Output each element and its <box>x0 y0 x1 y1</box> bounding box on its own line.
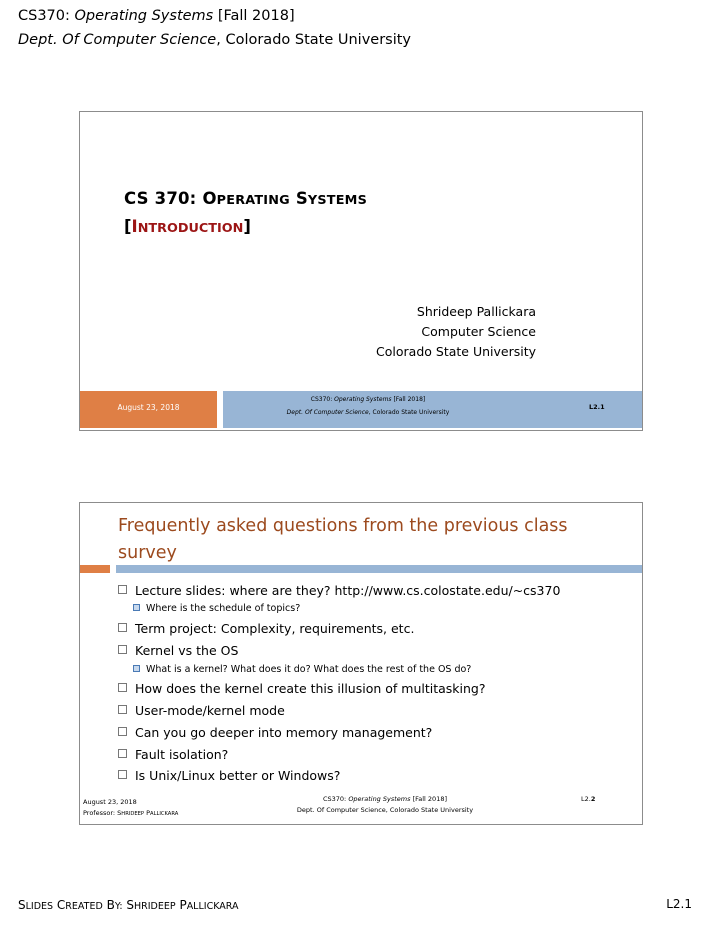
slide-1-footer-date: August 23, 2018 <box>117 403 180 412</box>
slide-1-title: CS 370: OPERATING SYSTEMS <box>124 189 368 208</box>
page-header-dept: Dept. Of Computer Science, Colorado State University <box>18 32 412 48</box>
slide-2-footer-date: August 23, 2018 <box>83 798 137 806</box>
slide-2-footer-dept: Dept. Of Computer Science, Colorado State University <box>296 806 474 814</box>
list-item: Term project: Complexity, requirements, etc. <box>118 621 414 636</box>
author-dept: Computer Science <box>421 324 536 339</box>
slide-1-footer-course: CS370: Operating Systems [Fall 2018] <box>310 396 426 403</box>
slide-2-footer-course: CS370: Operating Systems [Fall 2018] <box>322 795 447 803</box>
slide-1 <box>79 111 643 431</box>
list-item: Fault isolation? <box>118 747 228 762</box>
page-header-course: CS370: Operating Systems [Fall 2018] <box>18 8 295 24</box>
slide-2-footer-professor: Professor: SHRIDEEP PALLICKARA <box>83 809 179 817</box>
title-blue-bar <box>116 565 642 573</box>
sub-list-item: What is a kernel? What does it do? What does the rest of the OS do? <box>133 664 471 675</box>
page-footer-credit: SLIDES CREATED BY: SHRIDEEP PALLICKARA <box>18 898 239 912</box>
page-number: L2.1 <box>666 897 692 911</box>
slide-1-subtitle: [INTRODUCTION] <box>124 217 251 236</box>
list-item: Can you go deeper into memory management? <box>118 725 432 740</box>
slide-2 <box>79 502 643 825</box>
list-item: Is Unix/Linux better or Windows? <box>118 768 340 783</box>
author-university: Colorado State University <box>376 344 536 359</box>
title-orange-bar <box>80 565 110 573</box>
list-item: User-mode/kernel mode <box>118 703 285 718</box>
slide-2-title: Frequently asked questions from the previous class survey <box>118 516 568 563</box>
sub-list-item: Where is the schedule of topics? <box>133 603 300 614</box>
list-item: Kernel vs the OS <box>118 643 238 658</box>
list-item: Lecture slides: where are they? http://www.cs.colostate.edu/~cs370 <box>118 583 560 598</box>
slide-2-number: L2.2 <box>581 795 596 803</box>
list-item: How does the kernel create this illusion of multitasking? <box>118 681 486 696</box>
slide-1-footer-dept: Dept. Of Computer Science, Colorado State University <box>286 409 450 416</box>
slide-1-number: L2.1 <box>589 403 605 411</box>
author-name: Shrideep Pallickara <box>416 304 536 319</box>
